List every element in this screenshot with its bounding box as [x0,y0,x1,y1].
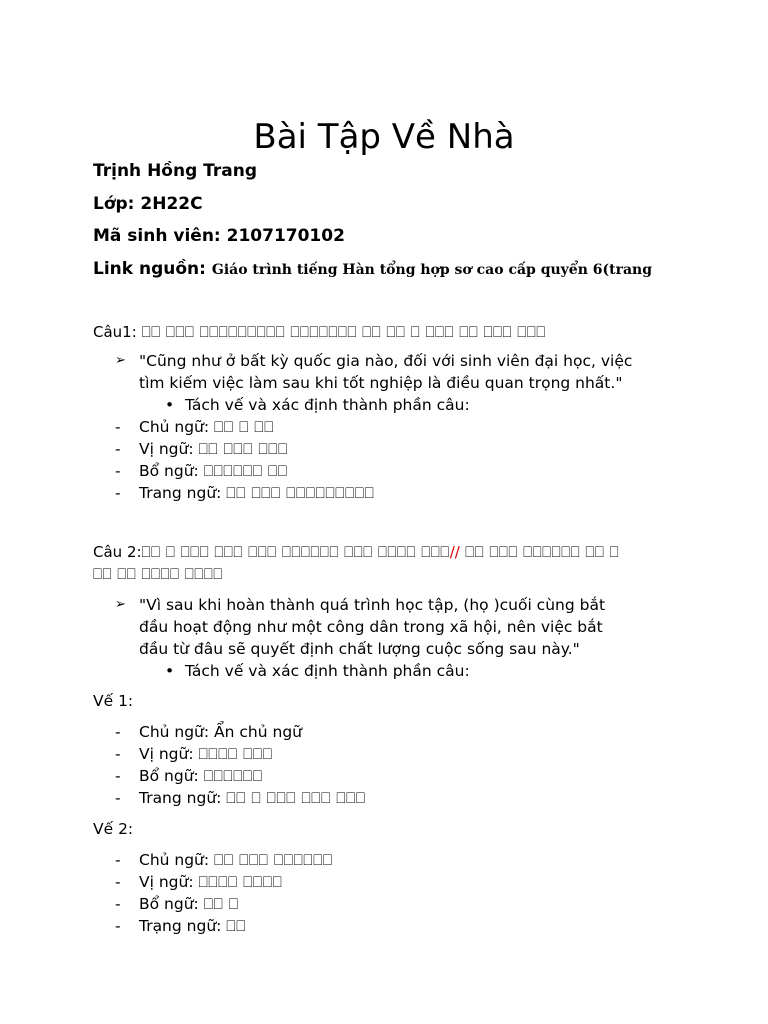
document-title: Bài Tập Về Nhà [253,117,515,157]
part-label: Bổ ngữ: [139,895,199,913]
q2-korean-text-a: ⎕⎕ ⎕ ⎕⎕⎕ ⎕⎕⎕ ⎕⎕⎕ ⎕⎕⎕⎕⎕⎕ ⎕⎕⎕ ⎕⎕⎕⎕ ⎕⎕⎕ [141,543,450,561]
part-label: Chủ ngữ: [139,723,210,741]
part-label: Chủ ngữ: [139,851,210,869]
q2-c1-part-complement [115,765,263,787]
q1-part-subject [115,416,274,438]
dash-marker: - [115,851,121,869]
q1-part-complement [115,460,288,482]
q1-label: Câu1: [93,323,137,341]
q1-sentence [93,321,546,343]
dash-marker: - [115,745,121,763]
q2-c2-part-adverbial [115,915,246,937]
part-label: Bổ ngữ: [139,767,199,785]
dash-marker: - [115,873,121,891]
q2-translation [115,594,675,660]
q2-c2-part-subject [115,849,333,871]
part-value: ⎕⎕ [226,917,246,935]
part-label: Trạng ngữ: [139,917,222,935]
part-value: ⎕⎕ ⎕⎕⎕ ⎕⎕⎕⎕⎕⎕⎕⎕⎕ [226,484,375,502]
dash-marker: - [115,440,121,458]
dash-marker: - [115,767,121,785]
arrow-marker: ➢ [115,353,126,368]
q1-part-predicate [115,438,288,460]
part-value: ⎕⎕ ⎕ ⎕⎕⎕ ⎕⎕⎕ ⎕⎕⎕ [226,789,366,807]
source-link-line [93,257,652,282]
dash-marker: - [115,789,121,807]
part-value: ⎕⎕ ⎕ [203,895,239,913]
clause-2-label: Vế 2: [93,820,134,838]
q1-part-adverbial [115,482,374,504]
q1-korean-text: ⎕⎕ ⎕⎕⎕ ⎕⎕⎕⎕⎕⎕⎕⎕⎕ ⎕⎕⎕⎕⎕⎕⎕ ⎕⎕ ⎕⎕ ⎕ ⎕⎕⎕ ⎕⎕ ⎕⎕⎕ ⎕⎕⎕ [141,323,546,341]
part-value: ⎕⎕⎕⎕ ⎕⎕⎕ [198,745,273,763]
part-label: Vị ngữ: [139,873,194,891]
part-value: ⎕⎕⎕⎕⎕⎕ [203,767,263,785]
source-link-label: Link nguồn: [93,259,206,279]
q2-analysis [165,660,470,682]
dash-marker: - [115,462,121,480]
q2-korean-text-b: ⎕⎕ ⎕⎕⎕ ⎕⎕⎕⎕⎕⎕ ⎕⎕ ⎕ [459,543,620,561]
part-value: ⎕⎕⎕⎕⎕⎕ ⎕⎕ [203,462,288,480]
clause-separator: // [449,543,460,561]
q2-label: Câu 2: [93,543,142,561]
q1-translation-line-1: "Cũng như ở bất kỳ quốc gia nào, đối với sinh viên đại học, việc [139,352,633,370]
dash-marker: - [115,895,121,913]
dash-marker: - [115,723,121,741]
q2-analysis-text: Tách vế và xác định thành phần câu: [185,662,470,680]
part-label: Vị ngữ: [139,440,194,458]
part-value: ⎕⎕ ⎕ ⎕⎕ [214,418,274,436]
class-line: Lớp: 2H22C [93,194,203,214]
q1-translation-line-2: tìm kiếm việc làm sau khi tốt nghiệp là điều quan trọng nhất." [139,374,623,392]
part-value: ⎕⎕ ⎕⎕⎕ ⎕⎕⎕⎕⎕⎕ [214,851,333,869]
q2-c1-part-adverbial [115,787,366,809]
q2-c1-part-predicate [115,743,273,765]
arrow-marker: ➢ [115,597,126,612]
dash-marker: - [115,418,121,436]
part-value: ⎕⎕⎕⎕ ⎕⎕⎕⎕ [198,873,283,891]
source-link-value: Giáo trình tiếng Hàn tổng hợp sơ cao cấp quyển 6(trang [211,262,653,278]
part-label: Chủ ngữ: [139,418,210,436]
bullet-marker: • [165,396,175,414]
q2-sentence-line-2: ⎕⎕ ⎕⎕ ⎕⎕⎕⎕ ⎕⎕⎕⎕ [93,565,223,583]
q2-translation-line-2: đầu hoạt động như một công dân trong xã hội, nên việc bắt [139,618,603,636]
part-label: Trang ngữ: [139,484,222,502]
q2-c2-part-predicate [115,871,282,893]
q1-translation [115,350,675,394]
q1-analysis-text: Tách vế và xác định thành phần câu: [185,396,470,414]
q2-c1-part-subject [115,721,302,743]
student-id-line: Mã sinh viên: 2107170102 [93,226,345,246]
q2-sentence-line-1 [93,541,619,563]
q2-translation-line-3: đầu từ đâu sẽ quyết định chất lượng cuộc sống sau này." [139,640,580,658]
student-name: Trịnh Hồng Trang [93,161,258,181]
bullet-marker: • [165,662,175,680]
q2-translation-line-1: "Vì sau khi hoàn thành quá trình học tập, (họ )cuối cùng bắt [139,596,606,614]
q1-analysis [165,394,470,416]
dash-marker: - [115,917,121,935]
clause-1-label: Vế 1: [93,692,134,710]
part-label: Vị ngữ: [139,745,194,763]
part-label: Bổ ngữ: [139,462,199,480]
dash-marker: - [115,484,121,502]
part-value: Ẩn chủ ngữ [214,723,302,741]
part-label: Trang ngữ: [139,789,222,807]
q2-c2-part-complement [115,893,239,915]
part-value: ⎕⎕ ⎕⎕⎕ ⎕⎕⎕ [198,440,288,458]
